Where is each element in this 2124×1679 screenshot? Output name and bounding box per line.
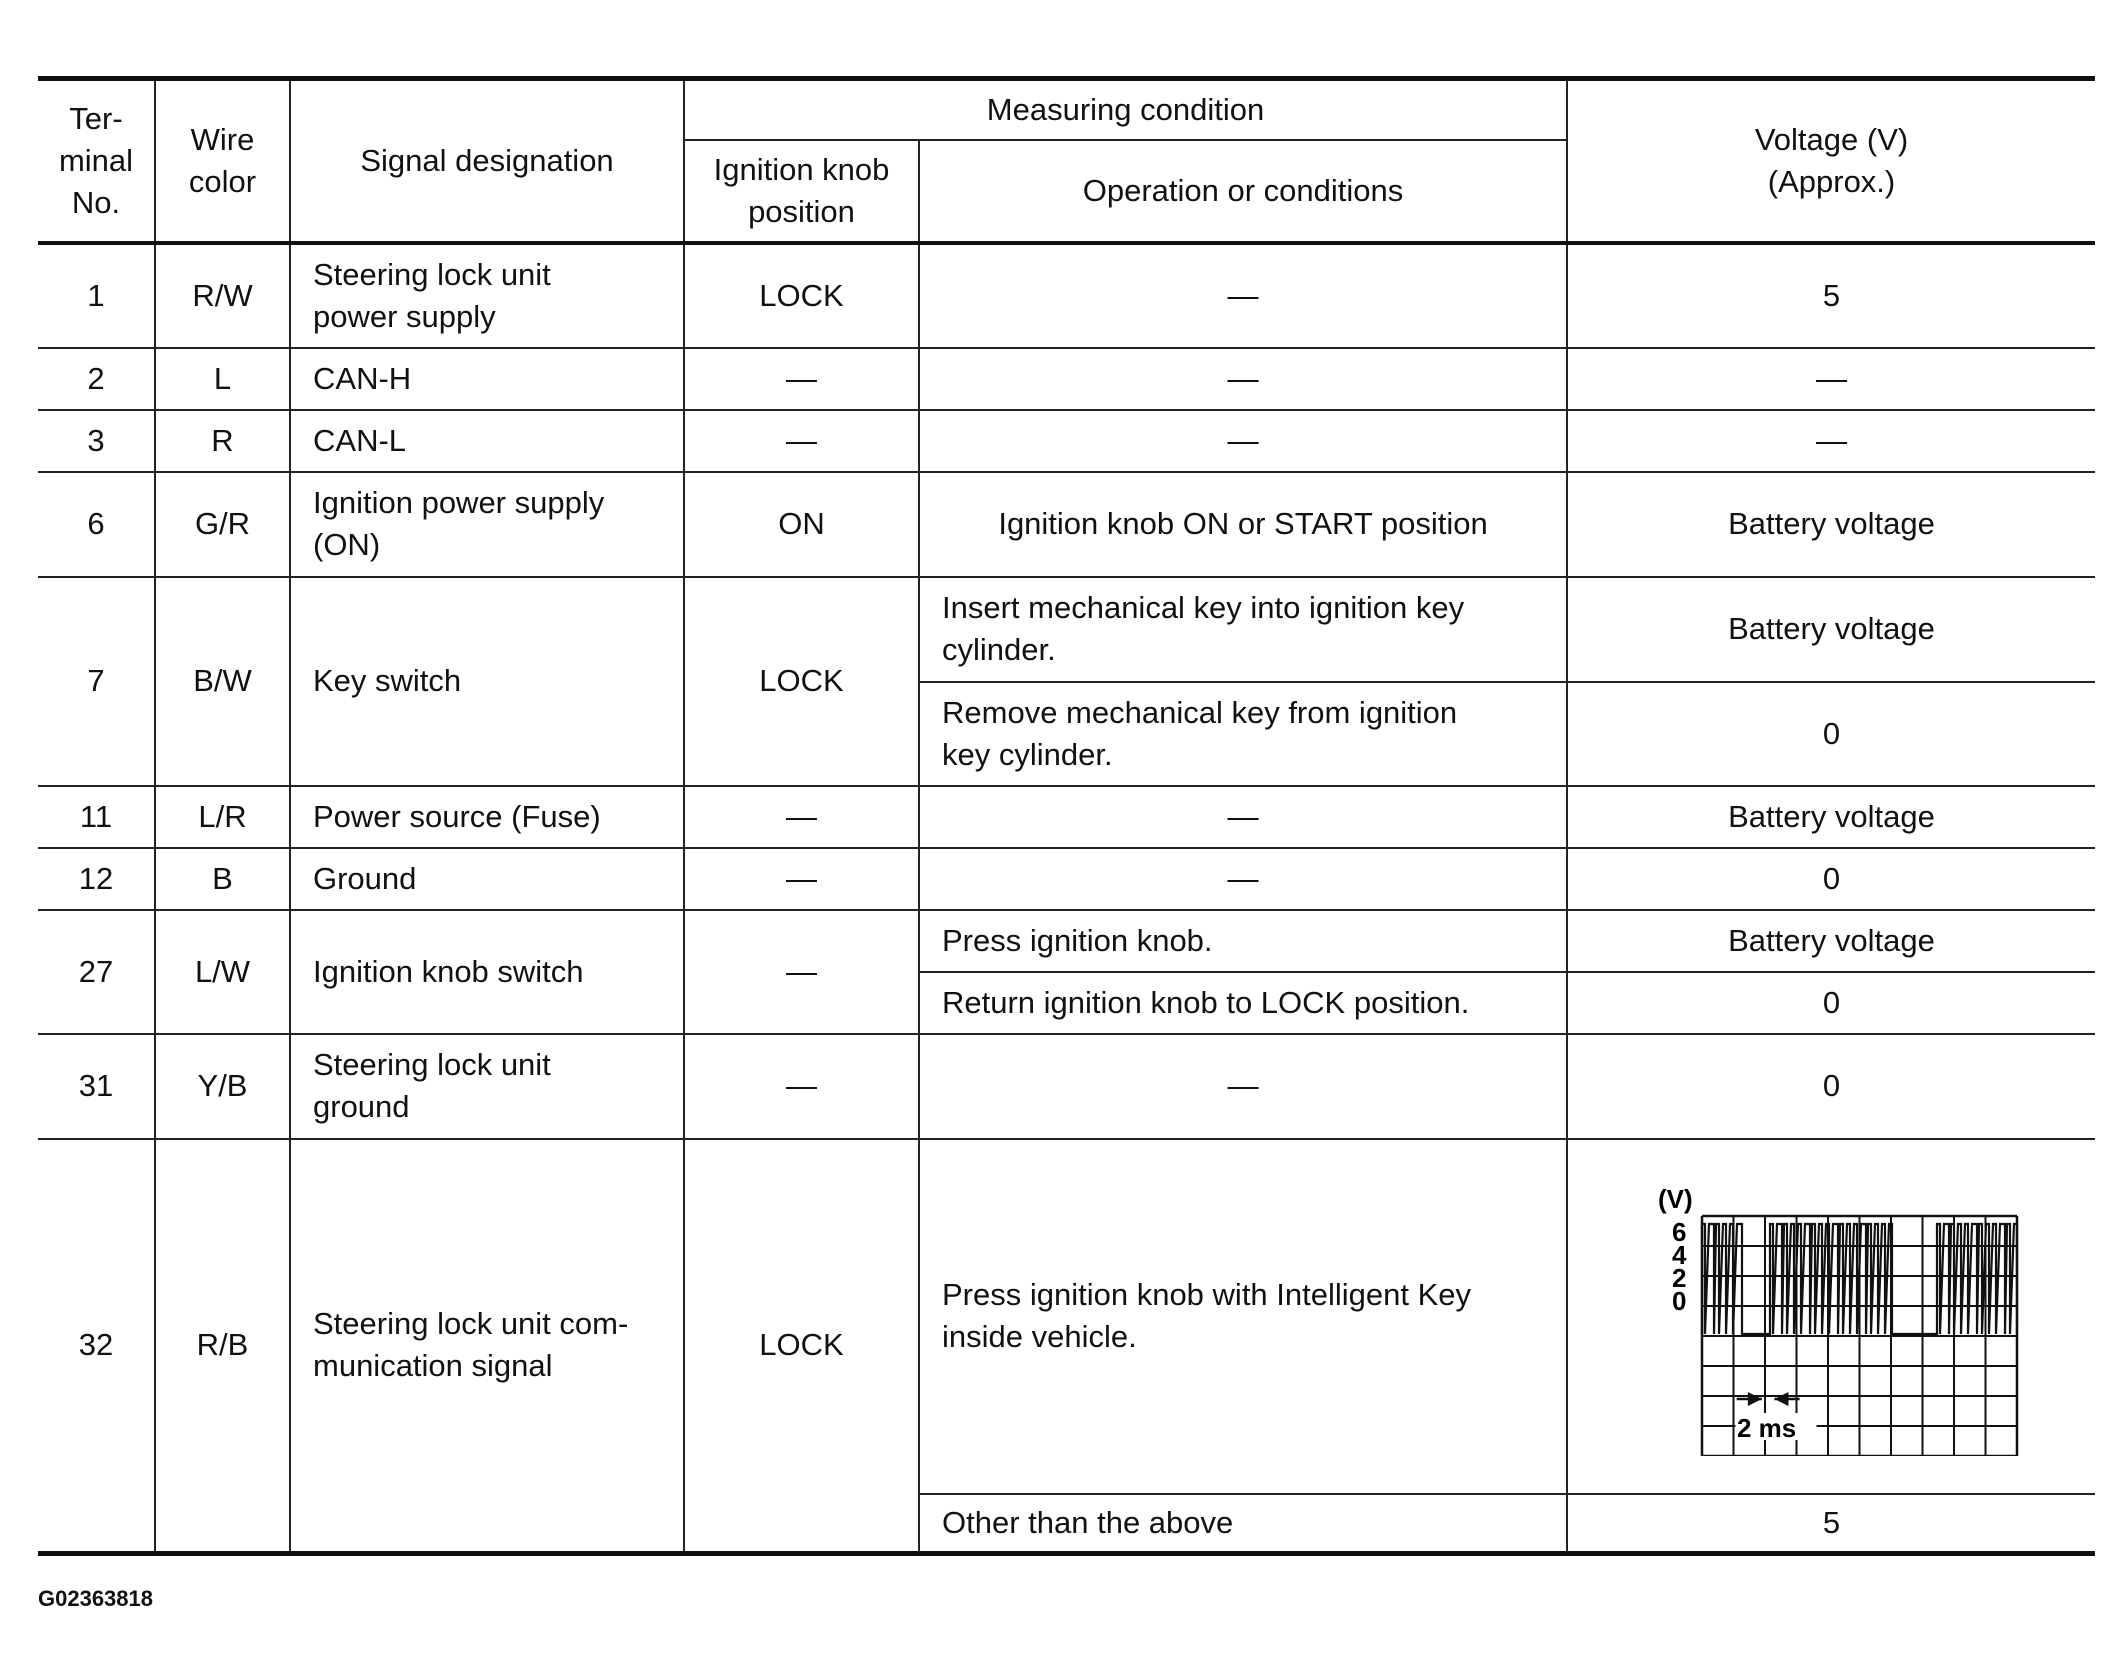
signal-designation-cell: Ground	[290, 848, 684, 910]
operation-condition-cell: Insert mechanical key into ignition key cylinder.	[919, 577, 1567, 682]
wire-color-cell: R/W	[155, 243, 290, 348]
terminal-no-cell: 32	[38, 1139, 155, 1554]
voltage-cell: —	[1567, 410, 2095, 472]
voltage-cell: Battery voltage	[1567, 577, 2095, 682]
operation-condition-cell: Press ignition knob with Intelligent Key inside vehicle.	[919, 1139, 1567, 1494]
wire-color-cell: R	[155, 410, 290, 472]
signal-designation-cell: Key switch	[290, 577, 684, 786]
terminal-no-cell: 7	[38, 577, 155, 786]
operation-condition-cell: Press ignition knob.	[919, 910, 1567, 972]
header-signal-designation: Signal designation	[290, 79, 684, 243]
time-scale-label: 2 ms	[1736, 1413, 1796, 1443]
knob-position-cell: LOCK	[684, 243, 919, 348]
operation-condition-cell: —	[919, 348, 1567, 410]
signal-designation-cell: Ignition knob switch	[290, 910, 684, 1034]
voltage-cell: —	[1567, 348, 2095, 410]
terminal-voltage-table	[38, 76, 2095, 1556]
table-row	[38, 1139, 2095, 1494]
time-scale-arrow-left	[1747, 1392, 1761, 1406]
terminal-no-cell: 3	[38, 410, 155, 472]
header-wire-color: Wire color	[155, 79, 290, 243]
table-row	[38, 410, 2095, 472]
signal-designation-cell: CAN-L	[290, 410, 684, 472]
voltage-cell: 5	[1567, 243, 2095, 348]
terminal-no-cell: 27	[38, 910, 155, 1034]
waveform-unit-label: (V)	[1657, 1184, 1693, 1214]
wire-color-cell: B	[155, 848, 290, 910]
knob-position-cell: ON	[684, 472, 919, 577]
operation-condition-cell: —	[919, 1034, 1567, 1139]
operation-condition-cell: —	[919, 410, 1567, 472]
table-row	[38, 348, 2095, 410]
signal-designation-cell: CAN-H	[290, 348, 684, 410]
knob-position-cell: —	[684, 1034, 919, 1139]
signal-designation-cell: Steering lock unit com- munication signal	[290, 1139, 684, 1554]
knob-position-cell: —	[684, 786, 919, 848]
operation-condition-cell: Ignition knob ON or START position	[919, 472, 1567, 577]
voltage-cell: 0	[1567, 972, 2095, 1034]
wire-color-cell: L/R	[155, 786, 290, 848]
wire-color-cell: L	[155, 348, 290, 410]
waveform-y-tick: 4	[1671, 1240, 1686, 1270]
terminal-no-cell: 2	[38, 348, 155, 410]
terminal-no-cell: 12	[38, 848, 155, 910]
waveform-y-tick: 6	[1671, 1217, 1686, 1247]
knob-position-cell: LOCK	[684, 1139, 919, 1554]
header-measuring-condition: Measuring condition	[684, 79, 1567, 140]
communication-signal-waveform	[1642, 1176, 2022, 1456]
table-row	[38, 848, 2095, 910]
table-row	[38, 1034, 2095, 1139]
knob-position-cell: LOCK	[684, 577, 919, 786]
voltage-cell: 0	[1567, 848, 2095, 910]
knob-position-cell: —	[684, 910, 919, 1034]
operation-condition-cell: Other than the above	[919, 1494, 1567, 1554]
voltage-cell: 0	[1567, 1034, 2095, 1139]
wire-color-cell: B/W	[155, 577, 290, 786]
voltage-cell: Battery voltage	[1567, 910, 2095, 972]
waveform-y-tick: 2	[1671, 1263, 1686, 1293]
terminal-no-cell: 11	[38, 786, 155, 848]
terminal-no-cell: 31	[38, 1034, 155, 1139]
operation-condition-cell: Remove mechanical key from ignition key cylinder.	[919, 682, 1567, 786]
knob-position-cell: —	[684, 348, 919, 410]
signal-designation-cell: Steering lock unit ground	[290, 1034, 684, 1139]
table-row	[38, 910, 2095, 972]
knob-position-cell: —	[684, 410, 919, 472]
voltage-waveform-cell	[1567, 1139, 2095, 1494]
table-row	[38, 243, 2095, 348]
table-row	[38, 786, 2095, 848]
signal-designation-cell: Ignition power supply (ON)	[290, 472, 684, 577]
table-row	[38, 577, 2095, 682]
table-body	[38, 243, 2095, 1554]
voltage-cell: Battery voltage	[1567, 472, 2095, 577]
terminal-no-cell: 1	[38, 243, 155, 348]
terminal-no-cell: 6	[38, 472, 155, 577]
time-scale-arrow-right	[1774, 1392, 1788, 1406]
operation-condition-cell: —	[919, 848, 1567, 910]
header-voltage: Voltage (V) (Approx.)	[1567, 79, 2095, 243]
signal-designation-cell: Power source (Fuse)	[290, 786, 684, 848]
header-terminal-no: Ter- minal No.	[38, 79, 155, 243]
document-code: G02363818	[38, 1586, 153, 1611]
knob-position-cell: —	[684, 848, 919, 910]
wire-color-cell: Y/B	[155, 1034, 290, 1139]
table-header	[38, 79, 2095, 243]
operation-condition-cell: —	[919, 786, 1567, 848]
signal-designation-cell: Steering lock unit power supply	[290, 243, 684, 348]
wire-color-cell: L/W	[155, 910, 290, 1034]
wire-color-cell: G/R	[155, 472, 290, 577]
operation-condition-cell: Return ignition knob to LOCK position.	[919, 972, 1567, 1034]
operation-condition-cell: —	[919, 243, 1567, 348]
header-ignition-knob-position: Ignition knob position	[684, 140, 919, 243]
wire-color-cell: R/B	[155, 1139, 290, 1554]
waveform-y-tick: 0	[1671, 1286, 1686, 1316]
table-row	[38, 472, 2095, 577]
voltage-cell: 0	[1567, 682, 2095, 786]
header-operation-or-conditions: Operation or conditions	[919, 140, 1567, 243]
terminal-voltage-table-sheet	[38, 76, 2095, 1556]
voltage-cell: Battery voltage	[1567, 786, 2095, 848]
voltage-cell: 5	[1567, 1494, 2095, 1554]
